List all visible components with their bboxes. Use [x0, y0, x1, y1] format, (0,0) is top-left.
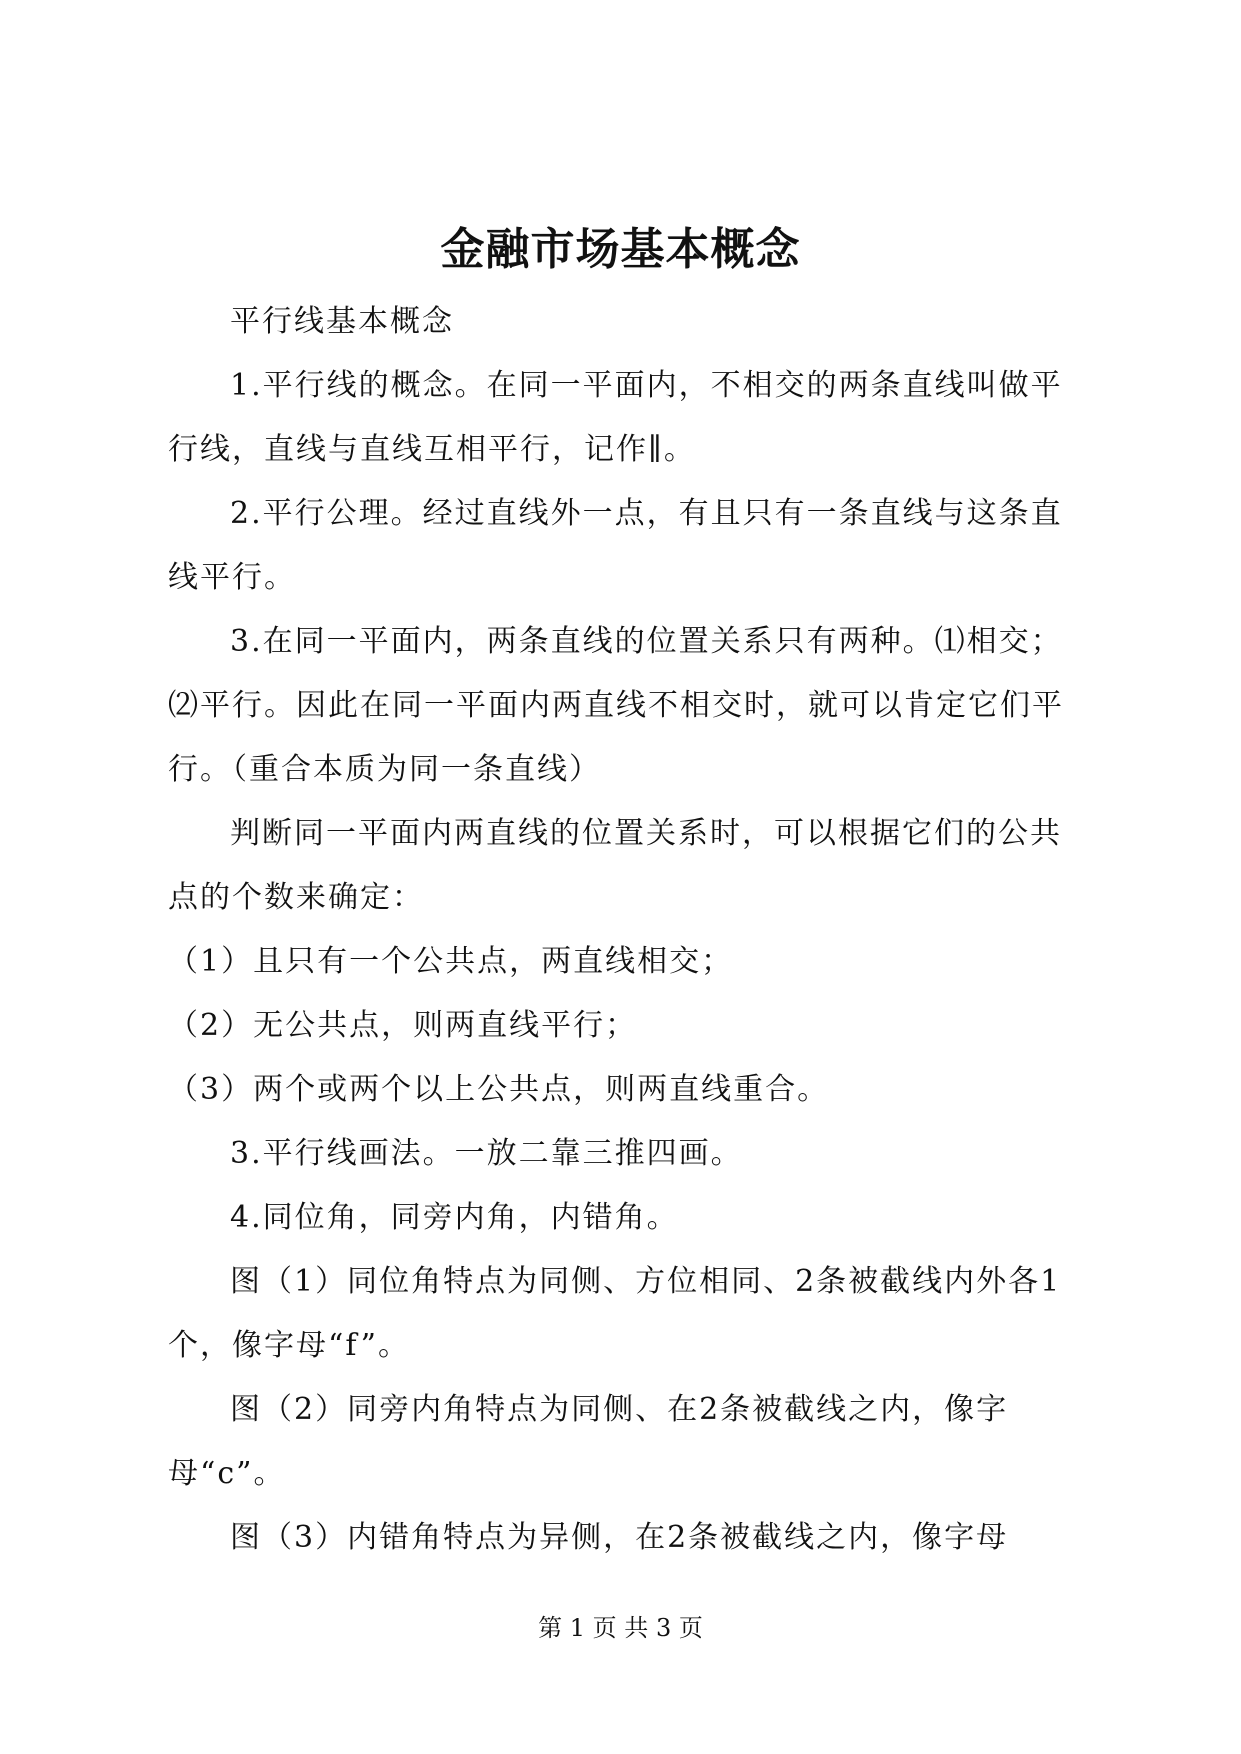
document-body	[168, 290, 1080, 1570]
page-number: 第 1 页 共 3 页	[538, 1614, 703, 1642]
paragraph: 图（2）同旁内角特点为同侧、在2条被截线之内，像字母“c”。	[168, 1392, 1009, 1491]
document-title: 金融市场基本概念	[440, 224, 801, 275]
paragraph: 图（1）同位角特点为同侧、方位相同、2条被截线内外各1个，像字母“f”。	[168, 1264, 1062, 1363]
paragraph: 2.平行公理。经过直线外一点，有且只有一条直线与这条直线平行。	[168, 496, 1063, 595]
paragraph: 3.平行线画法。一放二靠三推四画。	[230, 1136, 743, 1171]
paragraph: 判断同一平面内两直线的位置关系时，可以根据它们的公共点的个数来确定：	[168, 816, 1062, 915]
paragraph: 3.在同一平面内，两条直线的位置关系只有两种。⑴相交；⑵平行。因此在同一平面内两直线不相交时，就可以肯定它们平行。（重合本质为同一条直线）	[168, 624, 1064, 787]
list-item: （2）无公共点，则两直线平行；	[168, 1008, 638, 1043]
list-item: （1）且只有一个公共点，两直线相交；	[168, 944, 734, 979]
paragraph-heading: 平行线基本概念	[230, 304, 454, 339]
paragraph: 1.平行线的概念。在同一平面内，不相交的两条直线叫做平行线，直线与直线互相平行，记作∥。	[168, 368, 1063, 467]
list-item: （3）两个或两个以上公共点，则两直线重合。	[168, 1072, 830, 1107]
paragraph: 4.同位角，同旁内角，内错角。	[230, 1200, 679, 1235]
paragraph: 图（3）内错角特点为异侧，在2条被截线之内，像字母	[230, 1520, 1009, 1555]
